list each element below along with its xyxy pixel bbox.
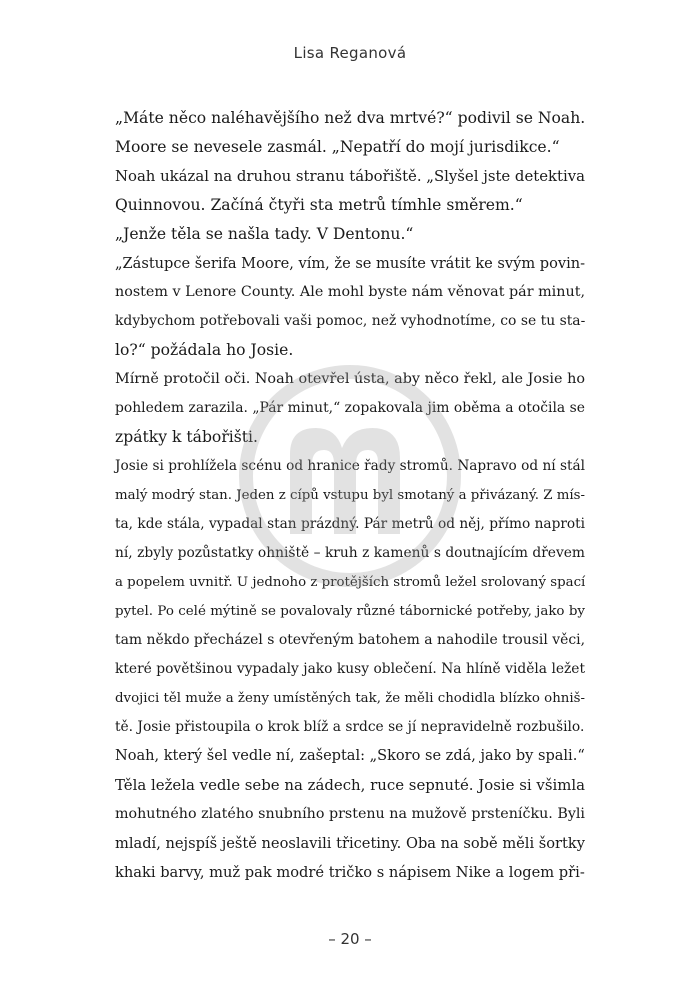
text-line: malý modrý stan. Jeden z cípů vstupu byl smotaný a přivázaný. Z mís-	[115, 488, 585, 503]
text-line: Mírně protočil oči. Noah otevřel ústa, aby něco řekl, ale Josie ho	[115, 371, 585, 387]
text-line: zpátky k tábořišti.	[115, 428, 258, 446]
text-line: Noah ukázal na druhou stranu tábořiště. „Slyšel jste detektiva	[115, 167, 585, 185]
text-line: Moore se nevesele zasmál. „Nepatří do mojí jurisdikce.“	[115, 138, 560, 156]
text-line: khaki barvy, muž pak modré tričko s nápisem Nike a logem při-	[115, 864, 585, 881]
running-header-author: Lisa Reganová	[293, 44, 407, 62]
page-number: – 20 –	[328, 930, 372, 948]
text-line: ní, zbyly pozůstatky ohniště – kruh z kamenů s doutnajícím dřevem	[115, 545, 585, 561]
text-line: pytel. Po celé mýtině se povalovaly různé tábornické potřeby, jako by	[115, 604, 585, 619]
text-line: tam někdo přecházel s otevřeným batohem a nahodile trousil věci,	[115, 632, 585, 648]
text-line: „Jenže těla se našla tady. V Dentonu.“	[115, 225, 414, 243]
text-line: Těla ležela vedle sebe na zádech, ruce sepnuté. Josie si všimla	[115, 776, 585, 794]
text-line: pohledem zarazila. „Pár minut,“ zopakovala jim oběma a otočila se	[115, 400, 585, 416]
text-line: „Máte něco naléhavějšího než dva mrtvé?“ podivil se Noah.	[115, 109, 586, 127]
text-line: lo?“ požádala ho Josie.	[115, 341, 294, 359]
text-line: kdybychom potřebovali vaši pomoc, než vyhodnotíme, co se tu sta-	[115, 313, 586, 329]
body-text	[115, 104, 585, 887]
paragraph	[115, 771, 585, 887]
text-line: ta, kde stála, vypadal stan prázdný. Pár metrů od něj, přímo naproti	[115, 516, 585, 532]
paragraph	[115, 452, 585, 742]
text-line: tě. Josie přistoupila o krok blíž a srdce se jí nepravidelně rozbušilo.	[115, 719, 585, 735]
paragraph	[115, 742, 585, 771]
text-line: mohutného zlatého snubního prstenu na mužově prsteníčku. Byli	[115, 806, 585, 822]
paragraph	[115, 133, 585, 162]
paragraph	[115, 162, 585, 220]
text-line: Josie si prohlížela scénu od hranice řady stromů. Napravo od ní stál	[115, 458, 585, 474]
text-line: Quinnovou. Začíná čtyři sta metrů tímhle směrem.“	[115, 196, 523, 214]
text-line: „Zástupce šerifa Moore, vím, že se musíte vrátit ke svým povin-	[115, 255, 586, 272]
text-line: které povětšinou vypadaly jako kusy oblečení. Na hlíně viděla ležet	[115, 661, 585, 677]
text-line: a popelem uvnitř. U jednoho z protějších stromů ležel srolovaný spací	[115, 575, 586, 590]
text-line: nostem v Lenore County. Ale mohl byste nám věnovat pár minut,	[115, 284, 585, 300]
text-line: Noah, který šel vedle ní, zašeptal: „Skoro se zdá, jako by spali.“	[115, 748, 585, 764]
paragraph	[115, 220, 585, 249]
paragraph	[115, 104, 585, 133]
paragraph	[115, 365, 585, 452]
paragraph	[115, 249, 585, 365]
text-line: dvojici těl muže a ženy umístěných tak, že měli chodidla blízko ohniš-	[115, 691, 585, 706]
text-line: mladí, nejspíš ještě neoslavili třicetiny. Oba na sobě měli šortky	[115, 835, 585, 852]
